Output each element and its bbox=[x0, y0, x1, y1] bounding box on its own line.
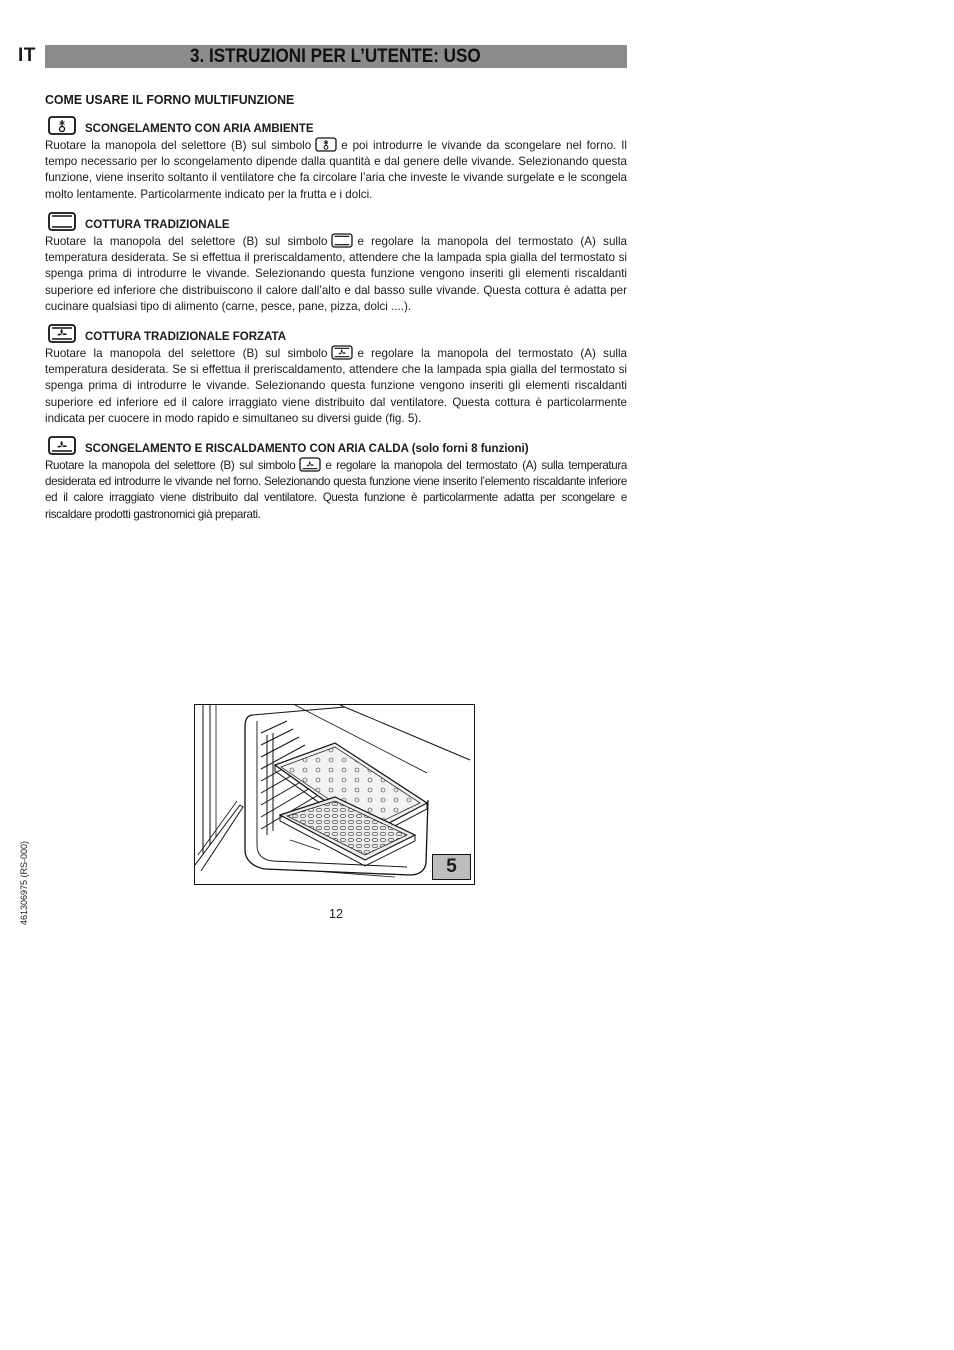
document-code: 461306975 (RS-000) bbox=[19, 840, 29, 925]
page-number: 12 bbox=[329, 907, 343, 921]
section-text: Ruotare la manopola del selettore (B) sul simbolo e regolare la manopola del termostato (A) sulla temperatura desiderata ed introdurre le vivande nel forno. Selezionando questa funzione viene inserito l’elemento riscaldante inferiore ed il calore irraggiato viene distribuito dal ventilatore. Questa funzione è particolarmente adatta per scongelare e riscaldare prodotti gastronomici già preparati. bbox=[45, 459, 627, 521]
defrost-icon bbox=[48, 116, 76, 135]
language-code: IT bbox=[18, 45, 36, 66]
traditional-cooking-icon bbox=[331, 233, 353, 248]
fan-forced-cooking-icon bbox=[331, 345, 353, 360]
fan-bottom-heat-icon bbox=[48, 436, 76, 455]
section-heading: COTTURA TRADIZIONALE FORZATA bbox=[85, 331, 287, 343]
section-heading: COTTURA TRADIZIONALE bbox=[85, 219, 230, 231]
traditional-cooking-icon bbox=[48, 212, 76, 231]
fan-bottom-heat-icon bbox=[299, 457, 321, 472]
section-defrost bbox=[45, 116, 627, 203]
section-fan-forced bbox=[45, 324, 627, 427]
fan-forced-cooking-icon bbox=[48, 324, 76, 343]
section-text: Ruotare la manopola del selettore (B) sul simbolo e regolare la manopola del termostato (A) sulla temperatura desiderata. Se si effettua il preriscaldamento, attendere che la lampada spia gialla del termostato si spenga prima di introdurre le vivande. Selezionando questa funzione vengono inseriti gli elementi riscaldanti superiore ed inferiore ed il calore irraggiato viene distribuito dal ventilatore. Questa cottura è particolarmente indicata per cuocere in modo rapido e simultaneo su diversi guide (fig. 5). bbox=[45, 347, 627, 425]
section-heading: SCONGELAMENTO E RISCALDAMENTO CON ARIA CALDA (solo forni 8 funzioni) bbox=[85, 443, 529, 455]
section-heading: SCONGELAMENTO CON ARIA AMBIENTE bbox=[85, 123, 314, 135]
section-text: Ruotare la manopola del selettore (B) sul simbolo e poi introdurre le vivande da scongelare nel forno. Il tempo necessario per lo scongelamento dipende dalla quantità e dal genere delle vivande. Selezionando questa funzione, viene inserito soltanto il ventilatore che fa circolare l’aria che investe le vivande surgelate e le scongela molto lentamente. Particolarmente indicato per la frutta e i dolci. bbox=[45, 139, 628, 201]
page-title: 3. ISTRUZIONI PER L’UTENTE: USO bbox=[190, 46, 481, 67]
defrost-icon bbox=[315, 137, 337, 152]
figure-number: 5 bbox=[432, 854, 471, 880]
section-fan-bottom-heat bbox=[45, 436, 627, 523]
section-text: Ruotare la manopola del selettore (B) sul simbolo e regolare la manopola del termostato (A) sulla temperatura desiderata. Se si effettua il preriscaldamento, attendere che la lampada spia gialla del termostato si spenga prima di introdurre le vivande. Selezionando questa funzione vengono inseriti gli elementi riscaldanti superiore ed inferiore che distribuiscono il calore dall’alto e dal basso sulle vivande. Questa cottura è adatta per cucinare qualsiasi tipo di alimento (carne, pesce, pane, pizza, dolci ....). bbox=[45, 235, 627, 313]
section-traditional bbox=[45, 212, 627, 315]
section-subheading: COME USARE IL FORNO MULTIFUNZIONE bbox=[45, 92, 295, 107]
